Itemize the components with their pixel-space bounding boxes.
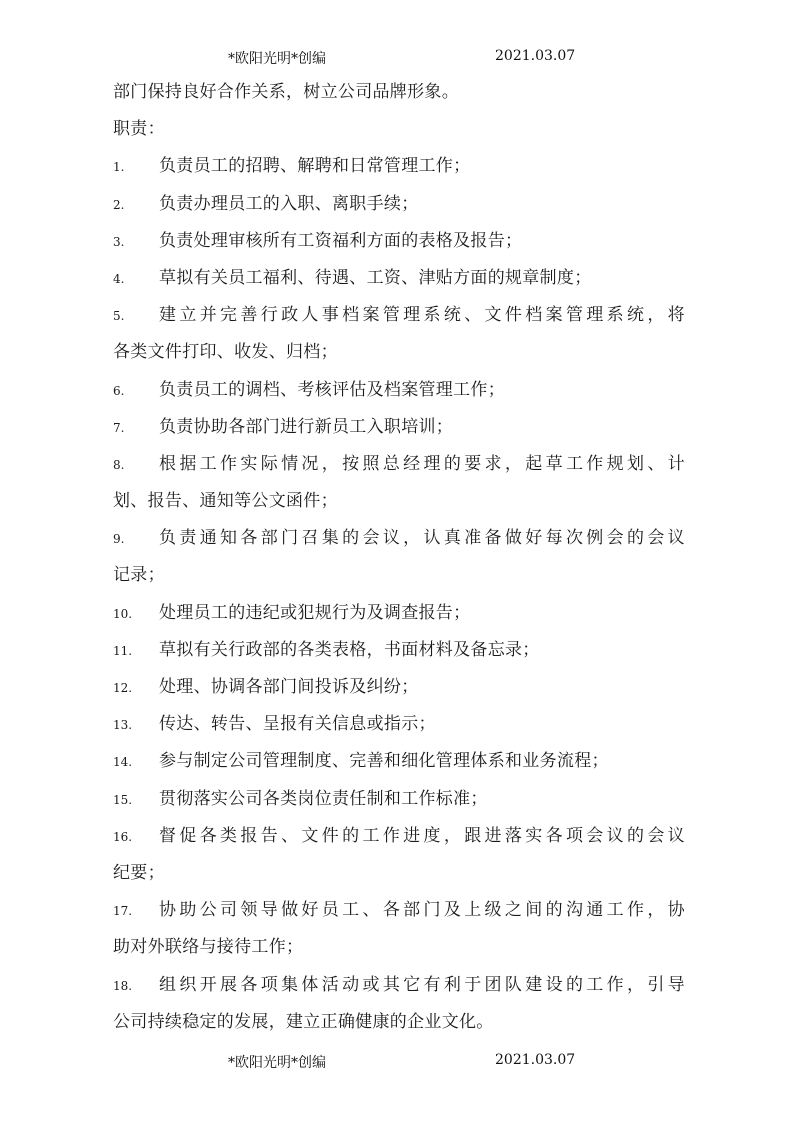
duty-text: 负责处理审核所有工资福利方面的表格及报告； xyxy=(159,230,523,251)
page-footer xyxy=(0,1052,794,1074)
duties-list xyxy=(113,148,685,1041)
duty-number: 6. xyxy=(113,383,125,398)
duty-number: 12. xyxy=(113,681,133,695)
duty-number: 14. xyxy=(113,755,133,770)
duty-text: 纪要； xyxy=(113,862,165,883)
duty-item xyxy=(113,446,685,483)
duty-item-continuation xyxy=(113,1004,685,1041)
duty-item xyxy=(113,669,685,706)
intro-text: 部门保持良好合作关系，树立公司品牌形象。 xyxy=(113,82,459,102)
intro-paragraph xyxy=(113,74,685,111)
duty-number: 5. xyxy=(113,309,125,324)
duty-item-continuation xyxy=(113,483,685,520)
duties-heading-text: 职责： xyxy=(113,119,165,140)
duty-item xyxy=(113,148,685,185)
duty-item xyxy=(113,223,685,260)
duty-number: 18. xyxy=(113,978,133,993)
duty-item xyxy=(113,260,685,297)
duty-number: 16. xyxy=(113,829,133,844)
page-header xyxy=(0,48,794,70)
duty-item xyxy=(113,595,685,632)
duty-item-continuation xyxy=(113,855,685,892)
duty-number: 9. xyxy=(113,532,125,547)
duty-item-continuation xyxy=(113,334,685,371)
duty-text: 草拟有关行政部的各类表格，书面材料及备忘录； xyxy=(159,639,540,660)
duty-item xyxy=(113,520,685,557)
header-author: *欧阳光明*创编 xyxy=(228,51,326,67)
duty-item xyxy=(113,297,685,334)
duty-item xyxy=(113,818,685,855)
duty-text: 划、报告、通知等公文函件； xyxy=(113,491,338,512)
duty-text: 负责协助各部门进行新员工入职培训； xyxy=(159,416,454,437)
duty-item-continuation xyxy=(113,929,685,966)
duty-text: 协助公司领导做好员工、各部门及上级之间的沟通工作，协 xyxy=(159,900,685,921)
duty-number: 3. xyxy=(113,234,125,249)
duty-number: 8. xyxy=(113,457,125,472)
duties-heading xyxy=(113,111,685,148)
duty-number: 2. xyxy=(113,197,125,212)
header-date: 2021.03.07 xyxy=(495,48,576,64)
duty-text: 各类文件打印、收发、归档； xyxy=(113,342,338,363)
duty-item-continuation xyxy=(113,557,685,594)
duty-item xyxy=(113,632,685,669)
duty-text: 负责员工的招聘、解聘和日常管理工作； xyxy=(159,156,471,177)
duty-text: 传达、转告、呈报有关信息或指示； xyxy=(159,714,436,735)
duty-item xyxy=(113,781,685,818)
duty-number: 10. xyxy=(113,606,133,621)
duty-text: 贯彻落实公司各类岗位责任制和工作标准； xyxy=(159,788,488,809)
duty-text: 参与制定公司管理制度、完善和细化管理体系和业务流程； xyxy=(159,751,609,772)
duty-text: 建立并完善行政人事档案管理系统、文件档案管理系统，将 xyxy=(159,305,685,326)
duty-item xyxy=(113,967,685,1004)
footer-date: 2021.03.07 xyxy=(495,1052,576,1068)
duty-item xyxy=(113,409,685,446)
duty-number: 13. xyxy=(113,718,133,733)
duty-text: 记录； xyxy=(113,565,165,586)
duty-number: 7. xyxy=(113,420,125,435)
duty-number: 15. xyxy=(113,792,133,807)
duty-text: 组织开展各项集体活动或其它有利于团队建设的工作，引导 xyxy=(159,974,685,995)
duty-text: 处理员工的违纪或犯规行为及调查报告； xyxy=(159,602,471,623)
duty-item xyxy=(113,892,685,929)
duty-number: 17. xyxy=(113,904,133,919)
duty-item xyxy=(113,706,685,743)
duty-text: 公司持续稳定的发展，建立正确健康的企业文化。 xyxy=(113,1011,494,1032)
duty-text: 负责员工的调档、考核评估及档案管理工作； xyxy=(159,379,505,400)
duty-item xyxy=(113,186,685,223)
duty-number: 1. xyxy=(113,160,125,175)
duty-text: 助对外联络与接待工作； xyxy=(113,937,304,958)
duty-item xyxy=(113,743,685,780)
duty-text: 督促各类报告、文件的工作进度，跟进落实各项会议的会议 xyxy=(159,825,685,846)
duty-text: 负责通知各部门召集的会议，认真准备做好每次例会的会议 xyxy=(159,528,685,549)
duty-item xyxy=(113,372,685,409)
document-body xyxy=(113,74,685,1041)
duty-number: 4. xyxy=(113,271,125,286)
duty-text: 负责办理员工的入职、离职手续； xyxy=(159,193,419,214)
duty-number: 11. xyxy=(113,643,133,658)
duty-text: 根据工作实际情况，按照总经理的要求，起草工作规划、计 xyxy=(159,453,685,474)
footer-author: *欧阳光明*创编 xyxy=(228,1055,326,1071)
duty-text: 草拟有关员工福利、待遇、工资、津贴方面的规章制度； xyxy=(159,267,592,288)
duty-text: 处理、协调各部门间投诉及纠纷； xyxy=(159,677,419,697)
